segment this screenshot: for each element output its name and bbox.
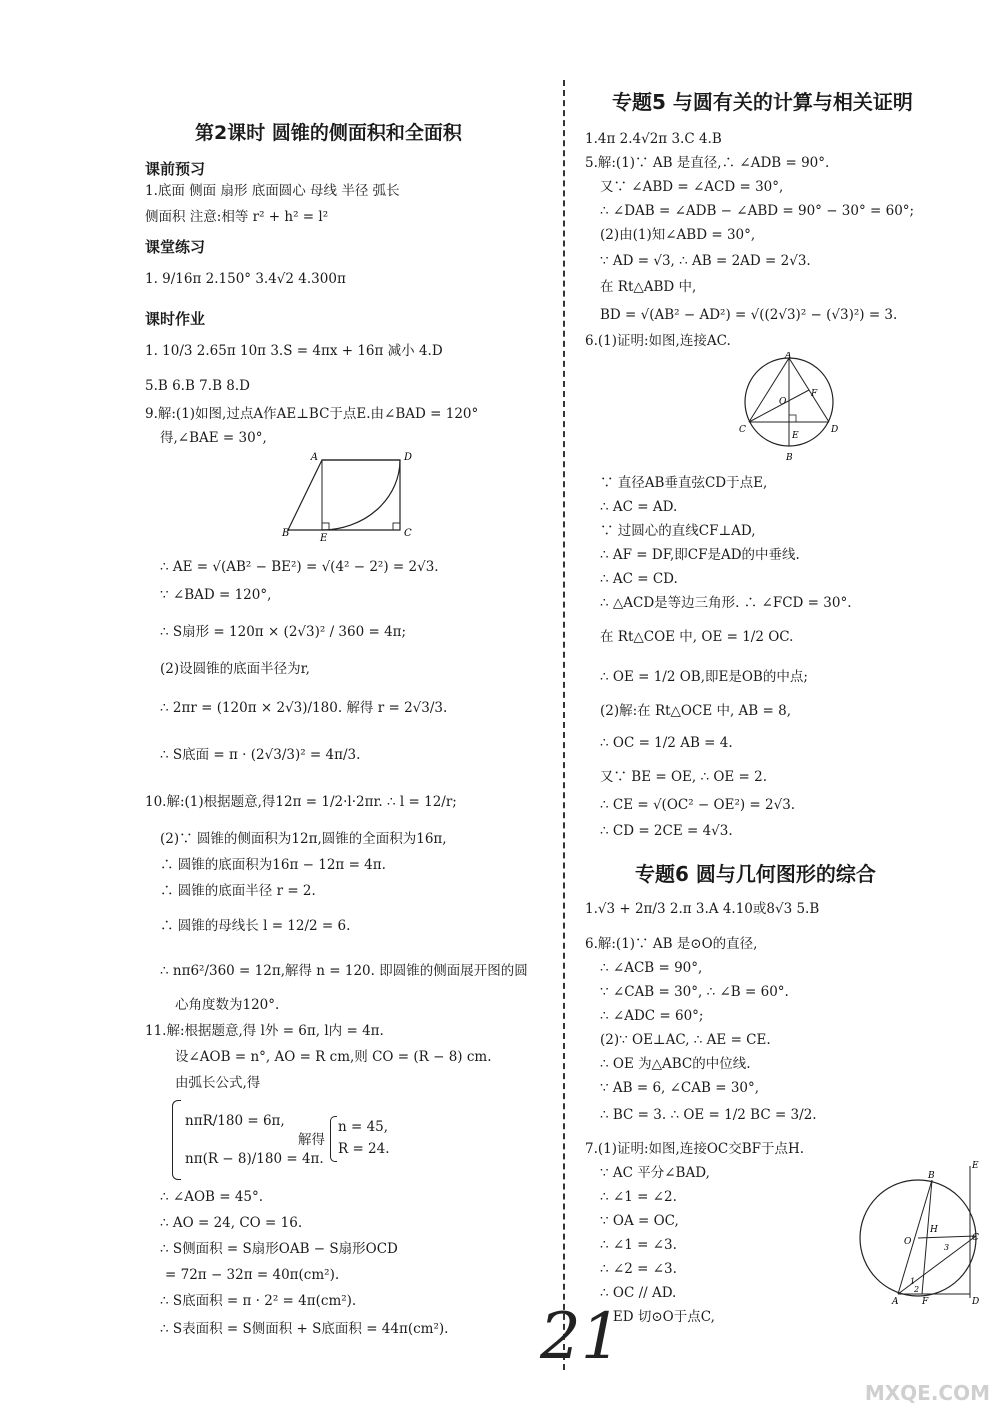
label-B: B (282, 528, 290, 539)
answer-line: 在 Rt△ABD 中, (600, 279, 697, 295)
answer-line: ∴ CD = 2CE = 4√3. (600, 823, 733, 839)
answer-line: ∴ AO = 24, CO = 16. (160, 1215, 303, 1231)
answer-line: ∴ OE = 1/2 OB,即E是OB的中点; (600, 669, 808, 685)
solve-label: 解得 (298, 1132, 325, 1148)
label-B: B (786, 453, 793, 463)
circle-figure-q6 (735, 352, 845, 464)
answer-line: 1. 9/16π 2.150° 3.4√2 4.300π (145, 271, 346, 287)
topic5-title: 专题5 与圆有关的计算与相关证明 (612, 90, 913, 114)
answer-line: ∴ S表面积 = S侧面积 + S底面积 = 44π(cm²). (160, 1321, 449, 1337)
answer-line: (2)∵ OE⊥AC, ∴ AE = CE. (600, 1032, 771, 1048)
topic6-title: 专题6 圆与几何图形的综合 (635, 862, 876, 886)
section-heading-preview: 课前预习 (145, 160, 206, 178)
answer-line: ∴ AC = AD. (600, 499, 678, 515)
equation-line: nπR/180 = 6π, (185, 1113, 285, 1129)
label-C: C (404, 528, 412, 539)
page-number: 21 (540, 1300, 622, 1374)
answer-line: ∵ OA = OC, (600, 1213, 679, 1229)
answer-line: 1.√3 + 2π/3 2.π 3.A 4.10或8√3 5.B (585, 901, 820, 917)
answer-line: 9.解:(1)如图,过点A作AE⊥BC于点E.由∠BAD = 120° (145, 406, 479, 422)
section-heading-homework: 课时作业 (145, 310, 206, 328)
answer-line: ∴ 圆锥的母线长 l = 12/2 = 6. (160, 918, 351, 934)
answer-line: 1. 10/3 2.65π 10π 3.S = 4πx + 16π 减小 4.D (145, 343, 443, 359)
answer-line: ∴ AF = DF,即CF是AD的中垂线. (600, 547, 800, 563)
label-3: 3 (944, 1243, 950, 1252)
label-F: F (811, 389, 818, 399)
label-A: A (310, 452, 318, 463)
label-C: C (739, 425, 746, 435)
solution-brace (330, 1116, 337, 1162)
answer-line: ∵ 直径AB垂直弦CD于点E, (600, 475, 768, 491)
watermark-text: MXQE.COM (864, 1381, 990, 1405)
answer-line: (2)∵ 圆锥的侧面积为12π,圆锥的全面积为16π, (160, 831, 447, 847)
label-D: D (831, 425, 839, 435)
label-1: 1 (910, 1277, 916, 1286)
answer-line: 侧面积 注意:相等 r² + h² = l² (145, 209, 329, 225)
answer-line: 由弧长公式,得 (175, 1075, 261, 1091)
answer-line: ∴ S底面积 = π · 2² = 4π(cm²). (160, 1293, 357, 1309)
label-O: O (904, 1237, 912, 1247)
answer-line: 又∵ BE = OE, ∴ OE = 2. (600, 769, 768, 785)
answer-line: 5.B 6.B 7.B 8.D (145, 378, 250, 394)
label-D: D (972, 1297, 980, 1307)
answer-line: (2)解:在 Rt△OCE 中, AB = 8, (600, 703, 792, 719)
label-B: B (928, 1171, 935, 1181)
label-2: 2 (914, 1285, 920, 1294)
solution-line: R = 24. (338, 1141, 390, 1157)
answer-line: ∵ AB = 6, ∠CAB = 30°, (600, 1080, 760, 1096)
answer-line: ∵ AC 平分∠BAD, (600, 1165, 710, 1181)
answer-line: ∴ AE = √(AB² − BE²) = √(4² − 2²) = 2√3. (160, 559, 439, 575)
answer-line: ∴ 2πr = (120π × 2√3)/180. 解得 r = 2√3/3. (160, 700, 448, 716)
answer-line: 设∠AOB = n°, AO = R cm,则 CO = (R − 8) cm. (175, 1049, 492, 1065)
answer-line: BD = √(AB² − AD²) = √((2√3)² − (√3)²) = 3. (600, 307, 898, 323)
label-C: C (972, 1233, 979, 1243)
answer-line: ∵ 过圆心的直线CF⊥AD, (600, 523, 756, 539)
label-D: D (404, 452, 413, 463)
answer-line: 又∵ ∠ABD = ∠ACD = 30°, (600, 179, 784, 195)
answer-line: 6.(1)证明:如图,连接AC. (585, 333, 731, 349)
answer-line: (2)由(1)知∠ABD = 30°, (600, 227, 756, 243)
label-H: H (930, 1225, 938, 1235)
answer-line: 6.解:(1)∵ AB 是⊙O的直径, (585, 936, 758, 952)
label-F: F (922, 1297, 929, 1307)
label-E: E (320, 533, 328, 542)
trapezoid-sector-figure (280, 452, 420, 542)
answer-line: ∴ △ACD是等边三角形. ∴ ∠FCD = 30°. (600, 595, 852, 611)
answer-line: ∴ OC = 1/2 AB = 4. (600, 735, 733, 751)
answer-line: ∵ ED 切⊙O于点C, (600, 1309, 715, 1325)
answer-line: (2)设圆锥的底面半径为r, (160, 661, 310, 677)
answer-line: 得,∠BAE = 30°, (160, 430, 267, 446)
solution-line: n = 45, (338, 1119, 389, 1135)
answer-line: = 72π − 32π = 40π(cm²). (165, 1267, 340, 1283)
circle-figure-q7 (852, 1158, 987, 1308)
answer-line: 5.解:(1)∵ AB 是直径,∴ ∠ADB = 90°. (585, 155, 830, 171)
label-E: E (792, 431, 799, 441)
answer-line: 1.底面 侧面 扇形 底面圆心 母线 半径 弧长 (145, 183, 400, 199)
column-divider (563, 80, 565, 1370)
answer-line: ∴ ∠DAB = ∠ADB − ∠ABD = 90° − 30° = 60°; (600, 203, 915, 219)
answer-line: 心角度数为120°. (175, 997, 280, 1013)
answer-line: 在 Rt△COE 中, OE = 1/2 OC. (600, 629, 794, 645)
answer-line: ∴ 圆锥的底面半径 r = 2. (160, 883, 316, 899)
answer-line: ∴ 圆锥的底面积为16π − 12π = 4π. (160, 857, 386, 873)
answer-line: ∴ CE = √(OC² − OE²) = 2√3. (600, 797, 796, 813)
answer-line: 1.4π 2.4√2π 3.C 4.B (585, 131, 722, 147)
answer-line: ∴ ∠1 = ∠2. (600, 1189, 677, 1205)
label-A: A (892, 1297, 899, 1307)
answer-line: ∴ ∠ACB = 90°, (600, 960, 703, 976)
answer-line: ∴ ∠1 = ∠3. (600, 1237, 677, 1253)
answer-line: ∵ ∠CAB = 30°, ∴ ∠B = 60°. (600, 984, 789, 1000)
answer-line: ∵ ∠BAD = 120°, (160, 587, 272, 603)
lesson-title: 第2课时 圆锥的侧面积和全面积 (195, 122, 462, 144)
answer-line: ∴ ∠AOB = 45°. (160, 1189, 264, 1205)
answer-line: ∴ ∠ADC = 60°; (600, 1008, 704, 1024)
answer-line: ∴ S扇形 = 120π × (2√3)² / 360 = 4π; (160, 624, 407, 640)
answer-line: ∴ AC = CD. (600, 571, 678, 587)
system-brace (172, 1100, 181, 1180)
answer-line: 11.解:根据题意,得 l外 = 6π, l内 = 4π. (145, 1023, 384, 1039)
answer-line: ∴ BC = 3. ∴ OE = 1/2 BC = 3/2. (600, 1107, 817, 1123)
label-O: O (779, 397, 787, 407)
label-A: A (785, 352, 792, 361)
label-E: E (972, 1161, 979, 1171)
answer-line: ∴ S底面 = π · (2√3/3)² = 4π/3. (160, 747, 361, 763)
answer-line: ∵ AD = √3, ∴ AB = 2AD = 2√3. (600, 253, 811, 269)
equation-line: nπ(R − 8)/180 = 4π. (185, 1151, 324, 1167)
answer-line: 10.解:(1)根据题意,得12π = 1/2·l·2πr. ∴ l = 12/r; (145, 794, 457, 810)
section-heading-practice: 课堂练习 (145, 238, 206, 256)
answer-line: ∴ OE 为△ABC的中位线. (600, 1056, 751, 1072)
answer-line: ∴ S侧面积 = S扇形OAB − S扇形OCD (160, 1241, 398, 1257)
watermark (815, 1325, 990, 1405)
answer-line: ∴ nπ6²/360 = 12π,解得 n = 120. 即圆锥的侧面展开图的圆 (160, 963, 528, 979)
answer-line: 7.(1)证明:如图,连接OC交BF于点H. (585, 1141, 805, 1157)
answer-line: ∴ ∠2 = ∠3. (600, 1261, 677, 1277)
answer-line: ∴ OC // AD. (600, 1285, 677, 1301)
